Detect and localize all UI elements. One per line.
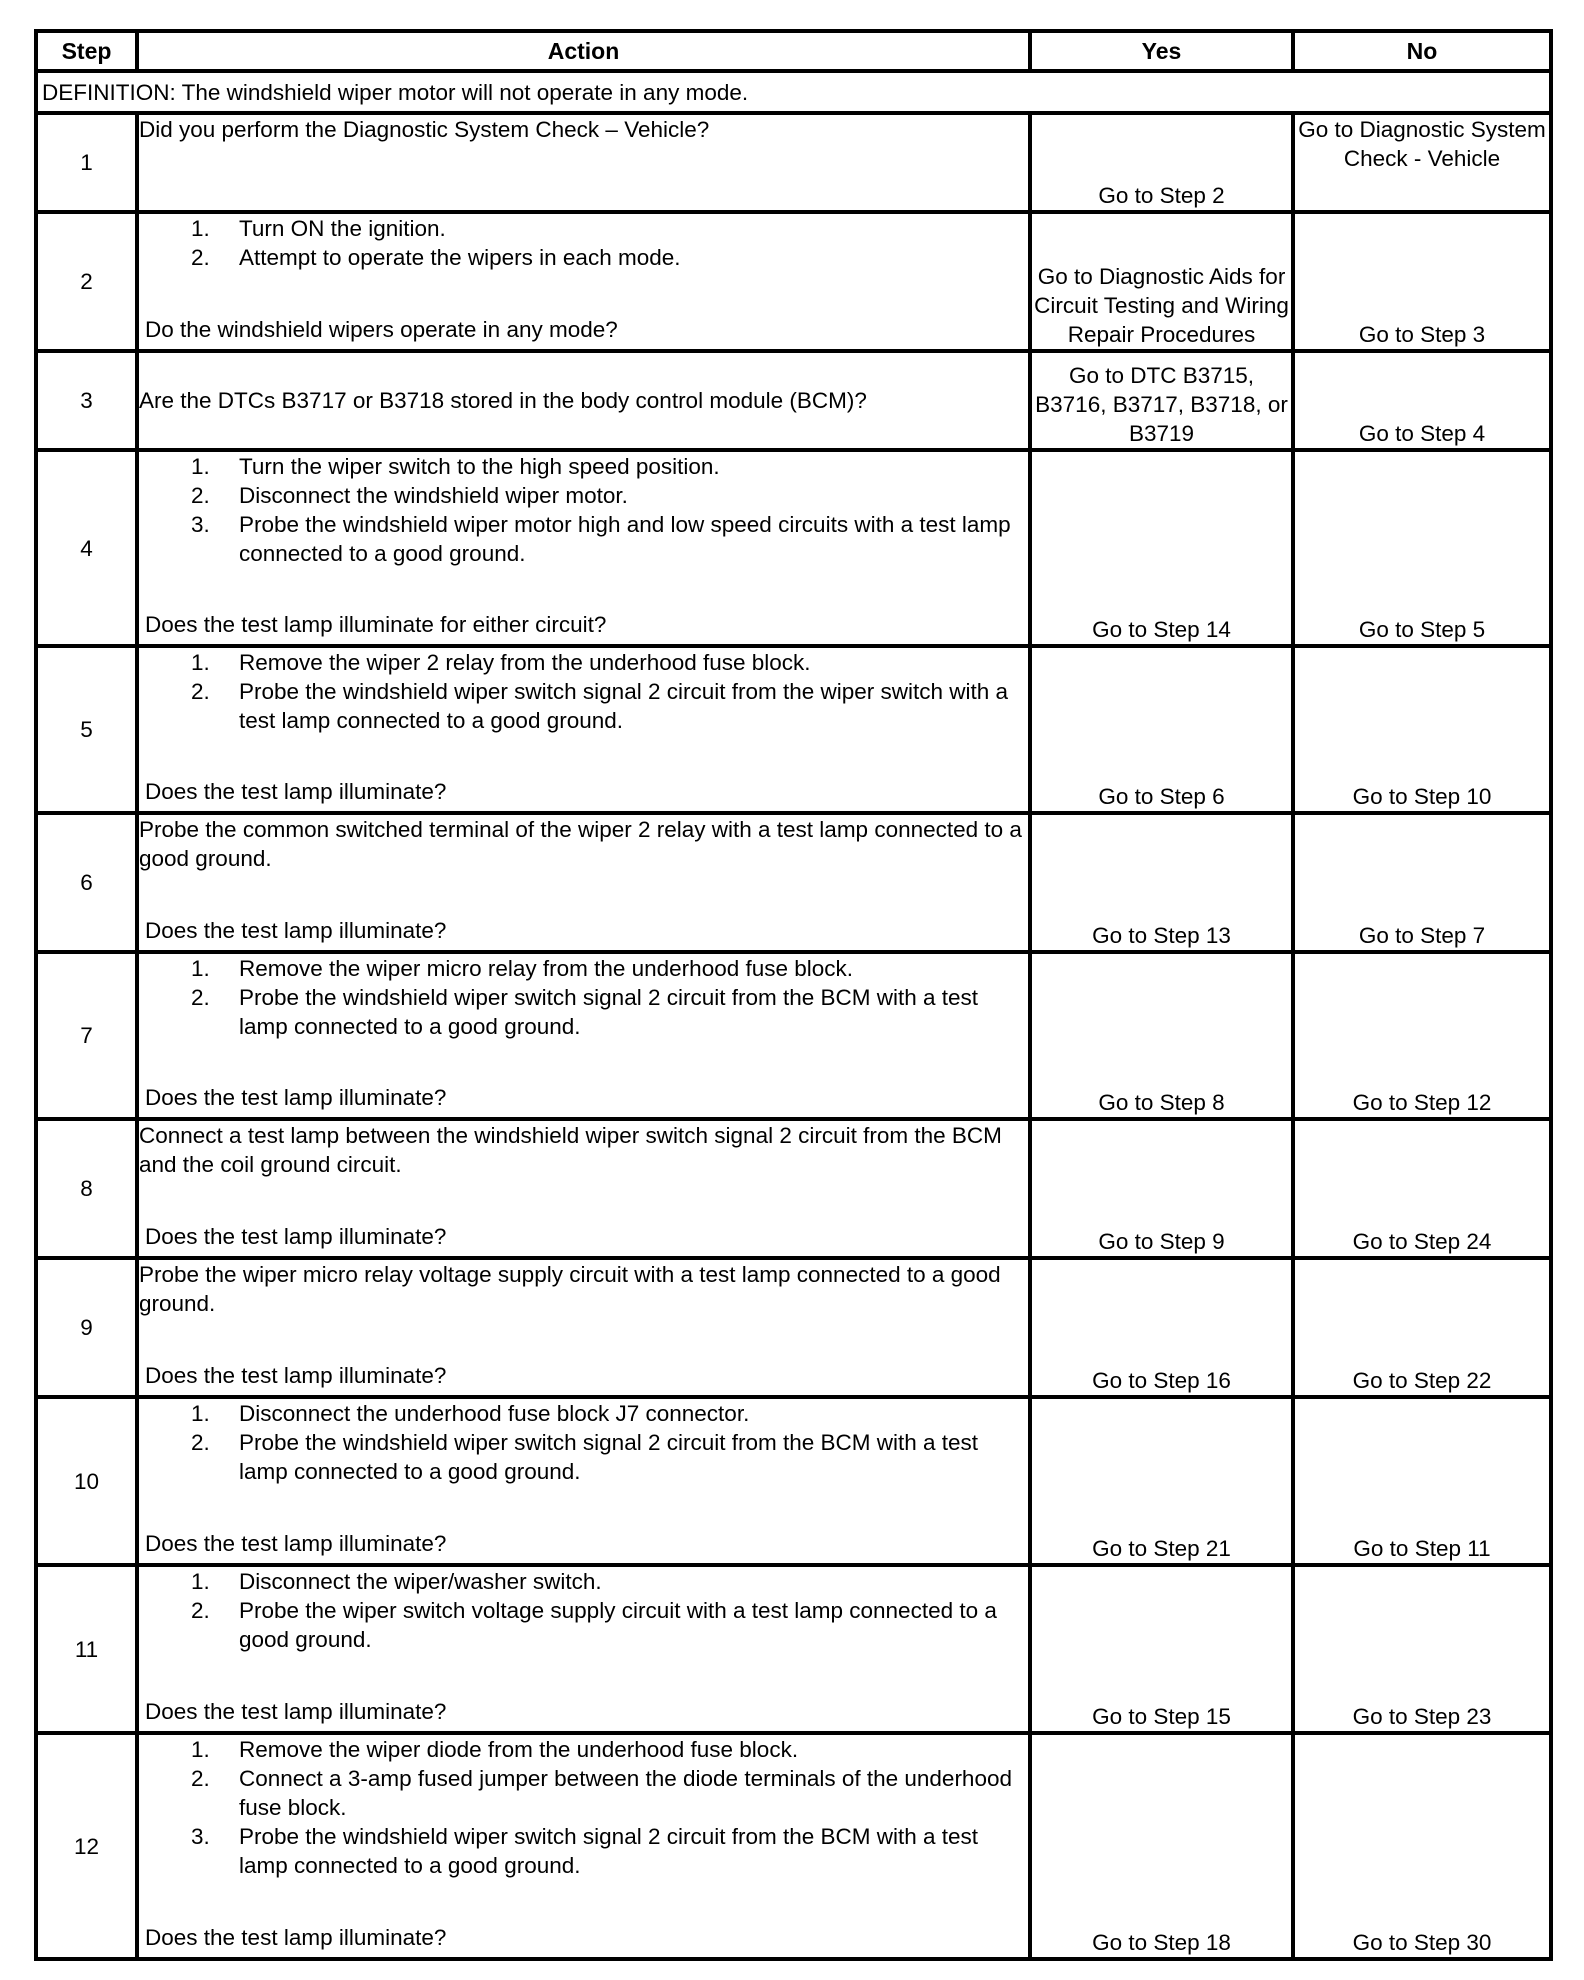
no-cell: Go to Step 30 (1293, 1733, 1551, 1959)
step-number: 1 (36, 113, 137, 212)
action-step-item: 1. Remove the wiper micro relay from the underhood fuse block. (191, 956, 854, 981)
table-row (36, 1733, 1551, 1959)
action-steps (139, 1735, 1028, 1880)
action-text: Did you perform the Diagnostic System Check – Vehicle? (139, 117, 710, 142)
step-number: 9 (36, 1258, 137, 1397)
action-step-item: 2. Probe the wiper switch voltage supply circuit with a test lamp connected to a good ground. (191, 1598, 997, 1652)
action-step-item: 1. Remove the wiper diode from the underhood fuse block. (191, 1737, 799, 1762)
no-cell: Go to Step 12 (1293, 952, 1551, 1119)
action-step-item: 1. Remove the wiper 2 relay from the underhood fuse block. (191, 650, 811, 675)
action-step-item: 2. Connect a 3-amp fused jumper between the diode terminals of the underhood fuse block. (191, 1766, 1012, 1820)
action-step-item: 1. Disconnect the underhood fuse block J7 connector. (191, 1401, 750, 1426)
action-step-item: 3. Probe the windshield wiper motor high and low speed circuits with a test lamp connected to a good ground. (191, 512, 1011, 566)
action-question: Does the test lamp illuminate? (145, 1085, 447, 1110)
action-cell (137, 450, 1030, 646)
action-cell (137, 1733, 1030, 1959)
action-steps (139, 1399, 1028, 1486)
step-number: 12 (36, 1733, 137, 1959)
action-steps (139, 648, 1028, 735)
no-cell: Go to Step 23 (1293, 1565, 1551, 1733)
no-cell: Go to Step 3 (1293, 212, 1551, 351)
action-question: Does the test lamp illuminate? (145, 1531, 447, 1556)
action-cell (137, 1565, 1030, 1733)
action-cell (137, 351, 1030, 450)
table-row (36, 1397, 1551, 1565)
table-row (36, 813, 1551, 952)
action-cell (137, 1397, 1030, 1565)
action-cell (137, 1258, 1030, 1397)
action-question: Does the test lamp illuminate? (145, 1699, 447, 1724)
action-cell (137, 646, 1030, 813)
action-question: Does the test lamp illuminate? (145, 1925, 447, 1950)
action-cell (137, 113, 1030, 212)
action-cell (137, 212, 1030, 351)
action-text: Probe the common switched terminal of the wiper 2 relay with a test lamp connected to a good ground. (139, 817, 1022, 871)
step-number: 6 (36, 813, 137, 952)
action-steps (139, 214, 1028, 272)
header-row (36, 31, 1551, 71)
step-number: 2 (36, 212, 137, 351)
action-step-item: 2. Probe the windshield wiper switch signal 2 circuit from the BCM with a test lamp connected to a good ground. (191, 1430, 979, 1484)
action-step-item: 1. Turn ON the ignition. (191, 216, 446, 241)
header-action: Action (137, 31, 1030, 71)
no-cell: Go to Step 5 (1293, 450, 1551, 646)
table-row (36, 1119, 1551, 1258)
action-text: Are the DTCs B3717 or B3718 stored in the body control module (BCM)? (139, 388, 867, 413)
action-step-item: 1. Disconnect the wiper/washer switch. (191, 1569, 602, 1594)
action-question: Does the test lamp illuminate? (145, 1224, 447, 1249)
no-cell: Go to Step 10 (1293, 646, 1551, 813)
table-row (36, 450, 1551, 646)
yes-cell: Go to Step 8 (1030, 952, 1293, 1119)
no-cell: Go to Step 22 (1293, 1258, 1551, 1397)
action-text: Connect a test lamp between the windshield wiper switch signal 2 circuit from the BCM and the coil ground circuit. (139, 1123, 1002, 1177)
no-cell: Go to Step 24 (1293, 1119, 1551, 1258)
action-cell (137, 952, 1030, 1119)
yes-cell: Go to Step 13 (1030, 813, 1293, 952)
action-step-item: 3. Probe the windshield wiper switch signal 2 circuit from the BCM with a test lamp connected to a good ground. (191, 1824, 979, 1878)
action-step-item: 2. Probe the windshield wiper switch signal 2 circuit from the BCM with a test lamp connected to a good ground. (191, 985, 979, 1039)
table-row (36, 952, 1551, 1119)
step-number: 7 (36, 952, 137, 1119)
step-number: 4 (36, 450, 137, 646)
table-row (36, 1565, 1551, 1733)
yes-cell: Go to Step 6 (1030, 646, 1293, 813)
step-number: 11 (36, 1565, 137, 1733)
action-text: Probe the wiper micro relay voltage supply circuit with a test lamp connected to a good ground. (139, 1262, 1001, 1316)
yes-cell: Go to Step 15 (1030, 1565, 1293, 1733)
diagnostic-table (34, 29, 1553, 1961)
yes-cell: Go to Step 2 (1030, 113, 1293, 212)
action-step-item: 2. Attempt to operate the wipers in each mode. (191, 245, 681, 270)
yes-cell: Go to Step 14 (1030, 450, 1293, 646)
no-cell: Go to Diagnostic System Check - Vehicle (1293, 113, 1551, 212)
no-cell: Go to Step 4 (1293, 351, 1551, 450)
action-question: Does the test lamp illuminate? (145, 918, 447, 943)
yes-cell: Go to Diagnostic Aids for Circuit Testing and Wiring Repair Procedures (1030, 212, 1293, 351)
yes-cell: Go to Step 16 (1030, 1258, 1293, 1397)
yes-cell: Go to DTC B3715, B3716, B3717, B3718, or B3719 (1030, 351, 1293, 450)
table-row (36, 1258, 1551, 1397)
table-row (36, 351, 1551, 450)
yes-cell: Go to Step 9 (1030, 1119, 1293, 1258)
header-step: Step (36, 31, 137, 71)
action-step-item: 1. Turn the wiper switch to the high speed position. (191, 454, 720, 479)
action-question: Does the test lamp illuminate for either circuit? (145, 612, 607, 637)
action-step-item: 2. Disconnect the windshield wiper motor. (191, 483, 628, 508)
step-number: 5 (36, 646, 137, 813)
action-question: Does the test lamp illuminate? (145, 779, 447, 804)
header-yes: Yes (1030, 31, 1293, 71)
table-row (36, 212, 1551, 351)
action-cell (137, 1119, 1030, 1258)
action-question: Do the windshield wipers operate in any mode? (145, 317, 618, 342)
step-number: 8 (36, 1119, 137, 1258)
action-cell (137, 813, 1030, 952)
action-steps (139, 452, 1028, 568)
action-steps (139, 1567, 1028, 1654)
definition-text: DEFINITION: The windshield wiper motor will not operate in any mode. (36, 71, 1551, 113)
header-no: No (1293, 31, 1551, 71)
step-number: 3 (36, 351, 137, 450)
table-row (36, 113, 1551, 212)
action-step-item: 2. Probe the windshield wiper switch signal 2 circuit from the wiper switch with a test lamp connected to a good ground. (191, 679, 1009, 733)
no-cell: Go to Step 11 (1293, 1397, 1551, 1565)
table-row (36, 646, 1551, 813)
no-cell: Go to Step 7 (1293, 813, 1551, 952)
yes-cell: Go to Step 18 (1030, 1733, 1293, 1959)
yes-cell: Go to Step 21 (1030, 1397, 1293, 1565)
step-number: 10 (36, 1397, 137, 1565)
action-question: Does the test lamp illuminate? (145, 1363, 447, 1388)
definition-row (36, 71, 1551, 113)
action-steps (139, 954, 1028, 1041)
